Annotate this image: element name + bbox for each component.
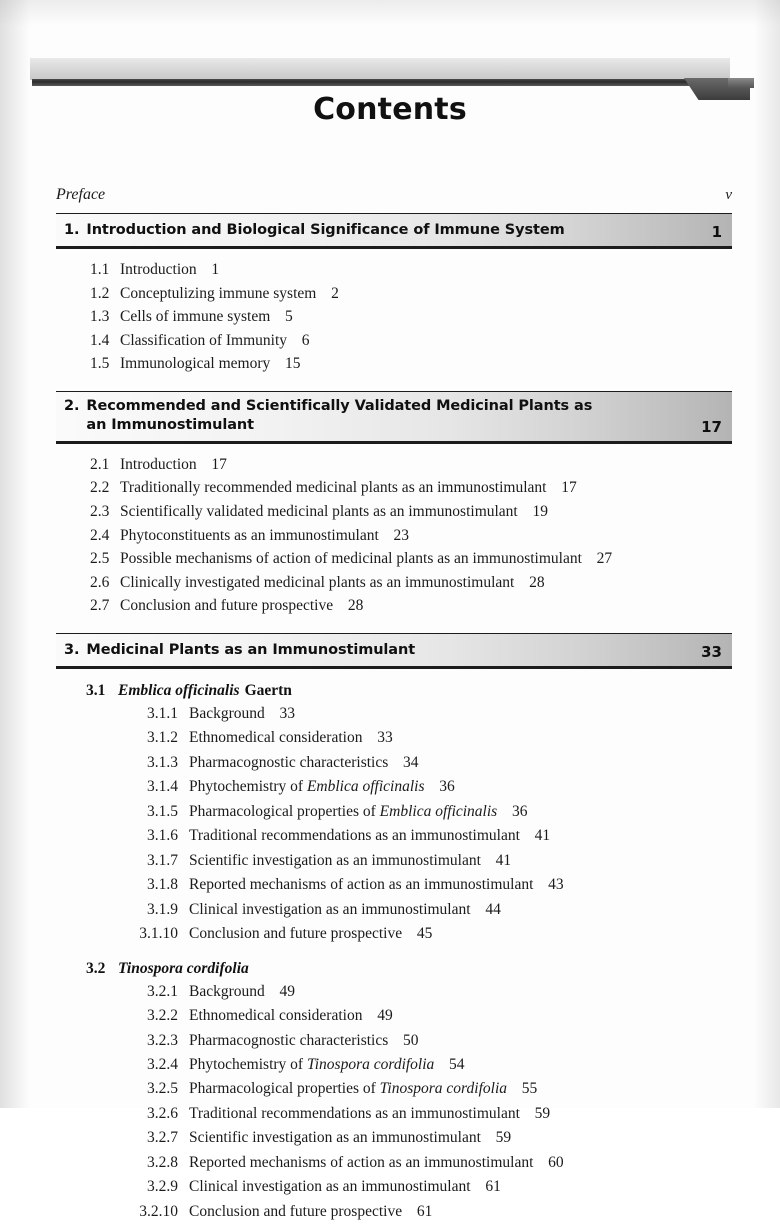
- entry-number: 2.1: [90, 455, 110, 473]
- entry-number: 1.1: [90, 261, 110, 278]
- toc-subentry[interactable]: [56, 1200, 732, 1224]
- toc-entry[interactable]: [56, 305, 732, 329]
- page-title: Contents: [313, 92, 467, 127]
- entry-text: Introduction 1: [120, 261, 220, 278]
- subentry-page-number: 44: [477, 900, 501, 918]
- toc-entry[interactable]: [56, 282, 732, 306]
- subentry-page-number: 54: [441, 1055, 465, 1073]
- entry-page-number: 28: [340, 597, 364, 615]
- entry-page-number: 19: [524, 502, 548, 520]
- toc-entry[interactable]: [56, 500, 732, 524]
- toc-entry[interactable]: [56, 453, 732, 477]
- banner-wedge-tip-icon: [728, 78, 754, 88]
- subentry-number: 3.1.10: [139, 925, 178, 943]
- toc-subentry[interactable]: [56, 1053, 732, 1077]
- subentry-page-number: 49: [369, 1007, 393, 1025]
- toc-entry[interactable]: [56, 594, 732, 618]
- subentry-text: Reported mechanisms of action as an immunostimulant 60: [189, 1153, 564, 1171]
- subentry-number: 3.2.9: [147, 1178, 178, 1196]
- preface-label: Preface: [56, 186, 106, 203]
- chapter-3-number: 3.: [64, 642, 80, 659]
- entry-number: 1.4: [90, 331, 110, 349]
- chapter-1-title-text: Introduction and Biological Significance of Immune System: [86, 222, 565, 239]
- entry-text: Traditionally recommended medicinal plants as an immunostimulant 17: [120, 479, 577, 497]
- chapter-3-title-text: Medicinal Plants as an Immunostimulant: [86, 642, 416, 659]
- subentry-text: Pharmacognostic characteristics 50: [189, 1031, 419, 1049]
- chapter-1-page-number: 1: [711, 223, 722, 241]
- entry-number: 2.3: [90, 502, 110, 520]
- toc-entry[interactable]: [56, 476, 732, 500]
- subentry-text: Conclusion and future prospective 45: [189, 925, 433, 943]
- section-title: Emblica officinalis Gaertn: [118, 681, 292, 699]
- section-3-2-subentries: [56, 980, 732, 1225]
- toc-subentry[interactable]: [56, 849, 732, 873]
- toc-subentry[interactable]: [56, 824, 732, 848]
- entry-text: Possible mechanisms of action of medicinal plants as an immunostimulant 27: [120, 550, 613, 568]
- subentry-text: Pharmacological properties of Tinospora cordifolia 55: [189, 1080, 538, 1098]
- subentry-text: Phytochemistry of Tinospora cordifolia 54: [189, 1055, 465, 1073]
- chapter-1: [56, 213, 732, 389]
- subentry-number: 3.2.2: [147, 1007, 178, 1025]
- subentry-page-number: 60: [540, 1153, 564, 1171]
- subentry-page-number: 61: [409, 1202, 433, 1220]
- subentry-text: Ethnomedical consideration 49: [189, 1007, 393, 1025]
- toc-subentry[interactable]: [56, 1029, 732, 1053]
- subentry-text: Clinical investigation as an immunostimulant 61: [189, 1178, 501, 1196]
- toc-subentry[interactable]: [56, 873, 732, 897]
- subentry-page-number: 33: [369, 729, 393, 747]
- subentry-number: 3.1.1: [147, 704, 178, 722]
- chapter-2-number: 2.: [64, 397, 80, 414]
- subentry-page-number: 50: [395, 1031, 419, 1049]
- toc-subentry[interactable]: [56, 1102, 732, 1126]
- entry-page-number: 6: [294, 331, 310, 349]
- chapter-3-page-number: 33: [701, 642, 722, 661]
- chapter-2-title-text: Recommended and Scientifically Validated Medicinal Plants as an Immunostimulant: [86, 397, 593, 434]
- subentry-number: 3.2.3: [147, 1031, 178, 1049]
- subentry-page-number: 61: [477, 1178, 501, 1196]
- toc-entry[interactable]: [56, 352, 732, 376]
- subentry-text: Background 49: [189, 982, 296, 1000]
- chapter-2-page-number: 17: [701, 417, 722, 436]
- entry-number: 1.3: [90, 308, 110, 326]
- entry-page-number: 17: [553, 479, 577, 497]
- toc-entry[interactable]: [56, 547, 732, 571]
- chapter-1-entries: [56, 249, 732, 389]
- chapter-2: [56, 391, 732, 631]
- entry-page-number: 28: [521, 573, 545, 591]
- subentry-number: 3.1.8: [147, 876, 178, 894]
- subentry-text: Reported mechanisms of action as an immunostimulant 43: [189, 876, 564, 894]
- entry-text: Conclusion and future prospective 28: [120, 597, 364, 615]
- toc-subentry[interactable]: [56, 1175, 732, 1199]
- toc-subentry[interactable]: [56, 751, 732, 775]
- subentry-number: 3.2.10: [139, 1202, 178, 1220]
- toc-subentry[interactable]: [56, 1151, 732, 1175]
- subentry-text: Pharmacognostic characteristics 34: [189, 753, 419, 771]
- section-title: Tinospora cordifolia: [118, 959, 249, 977]
- entry-number: 1.2: [90, 284, 110, 302]
- banner-plate: [30, 58, 730, 80]
- subentry-page-number: 45: [409, 925, 433, 943]
- toc-subentry[interactable]: [56, 1126, 732, 1150]
- subentry-number: 3.2.5: [147, 1080, 178, 1098]
- subentry-page-number: 59: [487, 1129, 512, 1147]
- chapter-3-sections: [56, 669, 732, 1229]
- entry-page-number: 2: [323, 284, 339, 302]
- subentry-page-number: 49: [271, 982, 296, 1000]
- subentry-number: 3.1.4: [147, 778, 178, 796]
- chapter-2-bar[interactable]: [56, 391, 732, 444]
- subentry-text: Clinical investigation as an immunostimulant 44: [189, 900, 501, 918]
- subentry-page-number: 33: [271, 704, 296, 722]
- section-3-2-heading[interactable]: [56, 951, 732, 980]
- chapter-3-title: [64, 641, 415, 661]
- subentry-number: 3.1.9: [147, 900, 178, 918]
- entry-number: 2.4: [90, 526, 110, 544]
- entry-number: 2.2: [90, 479, 110, 497]
- scan-edge-top: [0, 0, 780, 26]
- entry-text: Scientifically validated medicinal plants as an immunostimulant 19: [120, 502, 548, 520]
- entry-text: Phytoconstituents as an immunostimulant 23: [120, 526, 410, 544]
- entry-page-number: 15: [277, 355, 301, 373]
- entry-page-number: 5: [277, 308, 293, 326]
- toc-subentry[interactable]: [56, 702, 732, 726]
- subentry-number: 3.1.3: [147, 753, 178, 771]
- preface-page-number: v: [725, 187, 732, 203]
- subentry-number: 3.1.6: [147, 827, 178, 845]
- subentry-number: 3.1.2: [147, 729, 178, 747]
- subentry-text: Phytochemistry of Emblica officinalis 36: [189, 778, 455, 796]
- toc-entry[interactable]: [56, 524, 732, 548]
- entry-text: Cells of immune system 5: [120, 308, 293, 326]
- subentry-page-number: 41: [487, 851, 512, 869]
- subentry-number: 3.1.5: [147, 802, 178, 820]
- chapter-2-title: [64, 397, 592, 436]
- subentry-page-number: 59: [526, 1104, 551, 1122]
- entry-number: 1.5: [90, 355, 110, 373]
- toc-subentry[interactable]: [56, 980, 732, 1004]
- toc-subentry[interactable]: [56, 800, 732, 824]
- section-number: 3.2: [86, 959, 106, 977]
- toc-subentry[interactable]: [56, 726, 732, 750]
- entry-text: Clinically investigated medicinal plants as an immunostimulant 28: [120, 573, 545, 591]
- subentry-page-number: 36: [504, 802, 528, 820]
- section-3-2: [56, 951, 732, 1229]
- chapter-1-number: 1.: [64, 222, 80, 239]
- subentry-text: Scientific investigation as an immunostimulant 59: [189, 1129, 512, 1147]
- subentry-page-number: 34: [395, 753, 419, 771]
- entry-text: Immunological memory 15: [120, 355, 301, 373]
- toc-subentry[interactable]: [56, 898, 732, 922]
- section-3-1-heading[interactable]: [56, 673, 732, 702]
- entry-number: 2.7: [90, 597, 110, 615]
- subentry-number: 3.2.8: [147, 1153, 178, 1171]
- entry-number: 2.5: [90, 550, 110, 568]
- subentry-page-number: 55: [514, 1080, 538, 1098]
- chapter-1-bar[interactable]: [56, 213, 732, 249]
- table-of-contents: [56, 186, 732, 1230]
- entry-page-number: 23: [385, 526, 410, 544]
- subentry-number: 3.2.7: [147, 1129, 178, 1147]
- toc-entry[interactable]: [56, 329, 732, 353]
- banner-rule: [32, 79, 730, 86]
- entry-page-number: 17: [203, 455, 227, 473]
- section-3-1: [56, 673, 732, 951]
- subentry-text: Traditional recommendations as an immunostimulant 41: [189, 827, 551, 845]
- chapter-3: [56, 633, 732, 1229]
- section-number: 3.1: [86, 681, 106, 699]
- subentry-text: Background 33: [189, 704, 296, 722]
- subentry-text: Conclusion and future prospective 61: [189, 1202, 433, 1220]
- toc-subentry[interactable]: [56, 922, 732, 946]
- subentry-page-number: 43: [540, 876, 564, 894]
- section-3-1-subentries: [56, 702, 732, 947]
- subentry-text: Traditional recommendations as an immunostimulant 59: [189, 1104, 551, 1122]
- subentry-number: 3.2.4: [147, 1055, 178, 1073]
- entry-text: Introduction 17: [120, 455, 227, 473]
- subentry-number: 3.1.7: [147, 851, 178, 869]
- toc-entry[interactable]: [56, 258, 732, 282]
- entry-number: 2.6: [90, 573, 110, 591]
- toc-entry-preface[interactable]: [56, 186, 732, 213]
- subentry-text: Pharmacological properties of Emblica officinalis 36: [189, 802, 528, 820]
- subentry-number: 3.2.6: [147, 1104, 178, 1122]
- toc-subentry[interactable]: [56, 1004, 732, 1028]
- entry-text: Conceptulizing immune system 2: [120, 284, 339, 302]
- subentry-text: Ethnomedical consideration 33: [189, 729, 393, 747]
- subentry-page-number: 36: [431, 778, 455, 796]
- scan-edge-left: [0, 0, 30, 1108]
- chapter-1-title: [64, 221, 565, 241]
- toc-subentry[interactable]: [56, 1077, 732, 1101]
- entry-page-number: 1: [203, 261, 220, 278]
- subentry-page-number: 41: [526, 827, 551, 845]
- entry-page-number: 27: [588, 550, 613, 568]
- scan-edge-right: [754, 0, 780, 1108]
- chapter-3-bar[interactable]: [56, 633, 732, 669]
- entry-text: Classification of Immunity 6: [120, 331, 310, 349]
- chapter-2-entries: [56, 444, 732, 631]
- toc-entry[interactable]: [56, 571, 732, 595]
- subentry-text: Scientific investigation as an immunostimulant 41: [189, 851, 512, 869]
- toc-subentry[interactable]: [56, 775, 732, 799]
- subentry-number: 3.2.1: [147, 982, 178, 1000]
